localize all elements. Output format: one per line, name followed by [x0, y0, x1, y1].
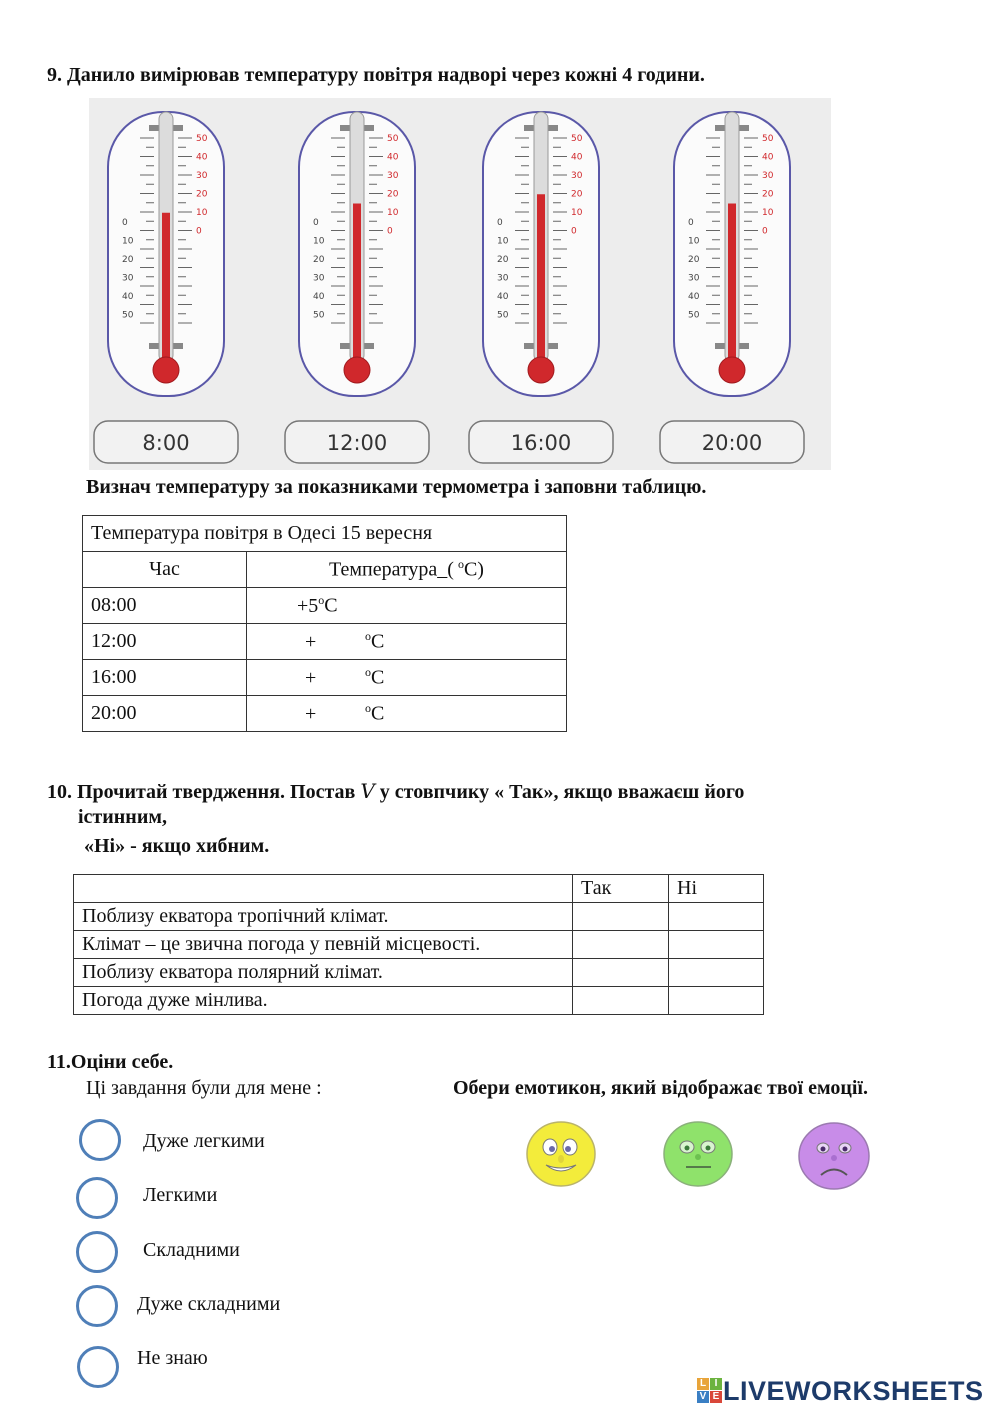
answer-yes-cell[interactable]	[573, 959, 669, 987]
answer-yes-cell[interactable]	[573, 987, 669, 1015]
svg-text:30: 30	[762, 171, 774, 181]
table-row: Клімат – це звична погода у певній місцевості.	[74, 931, 764, 959]
svg-text:30: 30	[387, 171, 399, 181]
answer-no-cell[interactable]	[669, 931, 764, 959]
thermometer-liquid-0	[162, 213, 170, 360]
thermometer-time-label: 16:00	[510, 431, 572, 455]
sad-emoticon-icon[interactable]	[796, 1120, 872, 1192]
svg-text:10: 10	[497, 236, 509, 247]
svg-text:10: 10	[762, 208, 774, 218]
svg-text:20: 20	[762, 189, 774, 200]
thermometer-liquid-2	[537, 194, 545, 360]
svg-text:50: 50	[688, 310, 700, 321]
question-10-title-line3: «Ні» - якщо хибним.	[84, 835, 270, 857]
answer-yes-cell[interactable]	[573, 931, 669, 959]
table-row: 20:00 + $^o$C	[83, 696, 567, 732]
svg-text:50: 50	[122, 310, 134, 321]
svg-text:0: 0	[688, 218, 694, 228]
answer-no-cell[interactable]	[669, 903, 764, 931]
happy-emoticon-icon[interactable]	[524, 1119, 598, 1189]
table-row: 08:00 $+5^oC$	[83, 588, 567, 624]
table-row: 16:00 + $^o$C	[83, 660, 567, 696]
thermometers-illustration	[89, 98, 831, 470]
svg-text:40: 40	[387, 152, 399, 163]
question-10-title-line2: істинним,	[78, 806, 167, 828]
svg-text:20: 20	[122, 255, 134, 265]
liveworksheets-logo: LIVEWORKSHEETS	[723, 1376, 984, 1406]
svg-text:0: 0	[571, 226, 577, 237]
svg-text:10: 10	[571, 208, 583, 218]
svg-text:10: 10	[313, 236, 325, 247]
temperature-answer-2000[interactable]: + $^o$C	[247, 696, 567, 732]
option-label: Дуже складними	[137, 1293, 281, 1315]
col-header-time: Час	[83, 552, 247, 588]
option-radio-dont-know[interactable]	[77, 1346, 119, 1388]
svg-text:50: 50	[313, 310, 325, 321]
svg-text:40: 40	[571, 152, 583, 163]
svg-text:50: 50	[196, 134, 208, 144]
table-row: 12:00 + $^o$C	[83, 624, 567, 660]
temperature-answer-1600[interactable]: + $^o$C	[247, 660, 567, 696]
svg-text:0: 0	[122, 218, 128, 228]
thermometer-time-label: 12:00	[326, 431, 388, 455]
svg-text:0: 0	[196, 226, 202, 237]
svg-text:50: 50	[497, 310, 509, 321]
svg-text:50: 50	[571, 134, 583, 144]
svg-text:20: 20	[688, 255, 700, 265]
answer-yes-cell[interactable]	[573, 903, 669, 931]
option-radio-very-easy[interactable]	[79, 1119, 121, 1161]
temperature-table-caption: Температура повітря в Одесі 15 вересня	[83, 516, 567, 552]
svg-text:40: 40	[122, 292, 134, 302]
liveworksheets-badge-icon: L I V E	[697, 1378, 721, 1404]
svg-text:40: 40	[688, 292, 700, 302]
table-row: Поблизу екватора полярний клімат.	[74, 959, 764, 987]
temperature-answer-0800[interactable]: $+5^oC$	[247, 588, 567, 624]
thermometer-time-label: 8:00	[142, 431, 190, 455]
temperature-answer-1200[interactable]: + $^o$C	[247, 624, 567, 660]
emoticon-prompt: Обери емотикон, який відображає твої емоції.	[453, 1077, 868, 1099]
option-radio-very-difficult[interactable]	[76, 1285, 118, 1327]
thermometer-liquid-3	[728, 204, 736, 361]
svg-text:50: 50	[387, 134, 399, 144]
option-radio-easy[interactable]	[76, 1177, 118, 1219]
svg-text:40: 40	[313, 292, 325, 302]
thermometer-time-label: 20:00	[701, 431, 763, 455]
svg-text:40: 40	[196, 152, 208, 163]
answer-no-cell[interactable]	[669, 987, 764, 1015]
question-9-instruction: Визнач температуру за показниками термометра і заповни таблицю.	[86, 476, 707, 498]
neutral-emoticon-icon[interactable]	[661, 1119, 735, 1189]
question-11-title: 11.Оціни себе.	[47, 1051, 174, 1073]
svg-text:20: 20	[497, 255, 509, 265]
option-label: Складними	[143, 1239, 240, 1261]
option-radio-difficult[interactable]	[76, 1231, 118, 1273]
thermometer-liquid-1	[353, 204, 361, 361]
svg-text:40: 40	[497, 292, 509, 302]
svg-text:40: 40	[762, 152, 774, 163]
svg-text:30: 30	[497, 273, 509, 284]
svg-text:30: 30	[571, 171, 583, 181]
col-header-yes: Так	[573, 875, 669, 903]
question-10-title: 10. Прочитай твердження. Постав V у стовпчику « Так», якщо вважаєш його	[47, 779, 745, 803]
svg-text:0: 0	[762, 226, 768, 237]
svg-text:30: 30	[122, 273, 134, 284]
col-header-temperature: Температура_( $^o$C)	[247, 552, 567, 588]
table-row: Поблизу екватора тропічний клімат.	[74, 903, 764, 931]
self-assessment-prompt: Ці завдання були для мене :	[86, 1077, 322, 1099]
answer-no-cell[interactable]	[669, 959, 764, 987]
temperature-table	[82, 515, 567, 732]
svg-text:10: 10	[688, 236, 700, 247]
svg-text:30: 30	[688, 273, 700, 284]
check-mark-icon: V	[360, 779, 375, 803]
svg-text:20: 20	[313, 255, 325, 265]
question-9-title: 9. Данило вимірював температуру повітря надворі через кожні 4 години.	[47, 64, 705, 86]
svg-text:20: 20	[387, 189, 399, 200]
svg-text:0: 0	[313, 218, 319, 228]
statements-table	[73, 874, 764, 1015]
option-label: Не знаю	[137, 1347, 208, 1369]
svg-text:0: 0	[387, 226, 393, 237]
option-label: Дуже легкими	[143, 1130, 265, 1152]
svg-text:0: 0	[497, 218, 503, 228]
option-label: Легкими	[143, 1184, 218, 1206]
svg-text:20: 20	[196, 189, 208, 200]
svg-text:10: 10	[122, 236, 134, 247]
svg-text:20: 20	[571, 189, 583, 200]
svg-text:10: 10	[387, 208, 399, 218]
svg-text:50: 50	[762, 134, 774, 144]
svg-text:30: 30	[196, 171, 208, 181]
svg-text:10: 10	[196, 208, 208, 218]
col-header-no: Ні	[669, 875, 764, 903]
thermometers-photo	[89, 98, 831, 470]
table-row: Погода дуже мінлива.	[74, 987, 764, 1015]
svg-text:30: 30	[313, 273, 325, 284]
